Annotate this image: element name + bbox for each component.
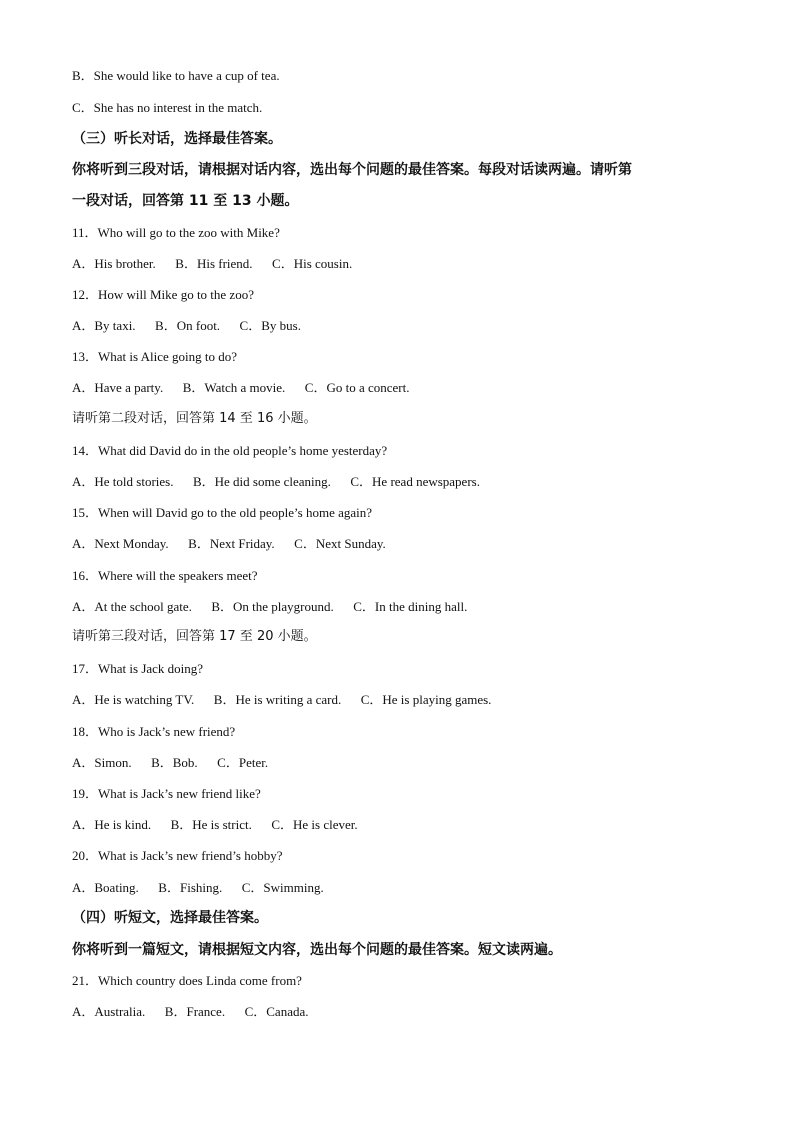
- section-3-instruction-2: 一段对话，回答第 11 至 13 小题。: [72, 193, 299, 209]
- option-c-line: C．She has no interest in the match.: [72, 100, 263, 115]
- section-3-instruction-1: 你将听到三段对话，请根据对话内容，选出每个问题的最佳答案。每段对话读两遍。请听第: [72, 162, 632, 178]
- question-14: 14．What did David do in the old people’s home yesterday?: [72, 443, 388, 458]
- question-20: 20．What is Jack’s new friend’s hobby?: [72, 848, 283, 863]
- dialogue-3-instruction: 请听第三段对话，回答第 17 至 20 小题。: [72, 629, 317, 644]
- question-12: 12．How will Mike go to the zoo?: [72, 287, 254, 302]
- options-16: A．At the school gate. B．On the playground. C．In the dining hall.: [72, 599, 468, 614]
- options-12: A．By taxi. B．On foot. C．By bus.: [72, 318, 301, 333]
- section-4-instruction: 你将听到一篇短文，请根据短文内容，选出每个问题的最佳答案。短文读两遍。: [72, 942, 562, 958]
- options-14: A．He told stories. B．He did some cleaning. C．He read newspapers.: [72, 474, 480, 489]
- options-21: A．Australia. B．France. C．Canada.: [72, 1004, 309, 1019]
- options-19: A．He is kind. B．He is strict. C．He is clever.: [72, 817, 358, 832]
- question-13: 13．What is Alice going to do?: [72, 349, 238, 364]
- question-18: 18．Who is Jack’s new friend?: [72, 724, 236, 739]
- options-15: A．Next Monday. B．Next Friday. C．Next Sunday.: [72, 536, 386, 551]
- question-19: 19．What is Jack’s new friend like?: [72, 786, 261, 801]
- question-15: 15．When will David go to the old people’s home again?: [72, 505, 373, 520]
- question-16: 16．Where will the speakers meet?: [72, 568, 258, 583]
- options-17: A．He is watching TV. B．He is writing a card. C．He is playing games.: [72, 692, 492, 707]
- option-b-line: B．She would like to have a cup of tea.: [72, 68, 280, 83]
- question-17: 17．What is Jack doing?: [72, 661, 204, 676]
- options-18: A．Simon. B．Bob. C．Peter.: [72, 755, 269, 770]
- question-11: 11．Who will go to the zoo with Mike?: [72, 225, 280, 240]
- section-4-heading: （四）听短文，选择最佳答案。: [72, 910, 268, 926]
- question-21: 21．Which country does Linda come from?: [72, 973, 302, 988]
- dialogue-2-instruction: 请听第二段对话，回答第 14 至 16 小题。: [72, 411, 317, 426]
- options-11: A．His brother. B．His friend. C．His cousin.: [72, 256, 353, 271]
- options-20: A．Boating. B．Fishing. C．Swimming.: [72, 880, 324, 895]
- options-13: A．Have a party. B．Watch a movie. C．Go to a concert.: [72, 380, 410, 395]
- section-3-heading: （三）听长对话，选择最佳答案。: [72, 131, 282, 147]
